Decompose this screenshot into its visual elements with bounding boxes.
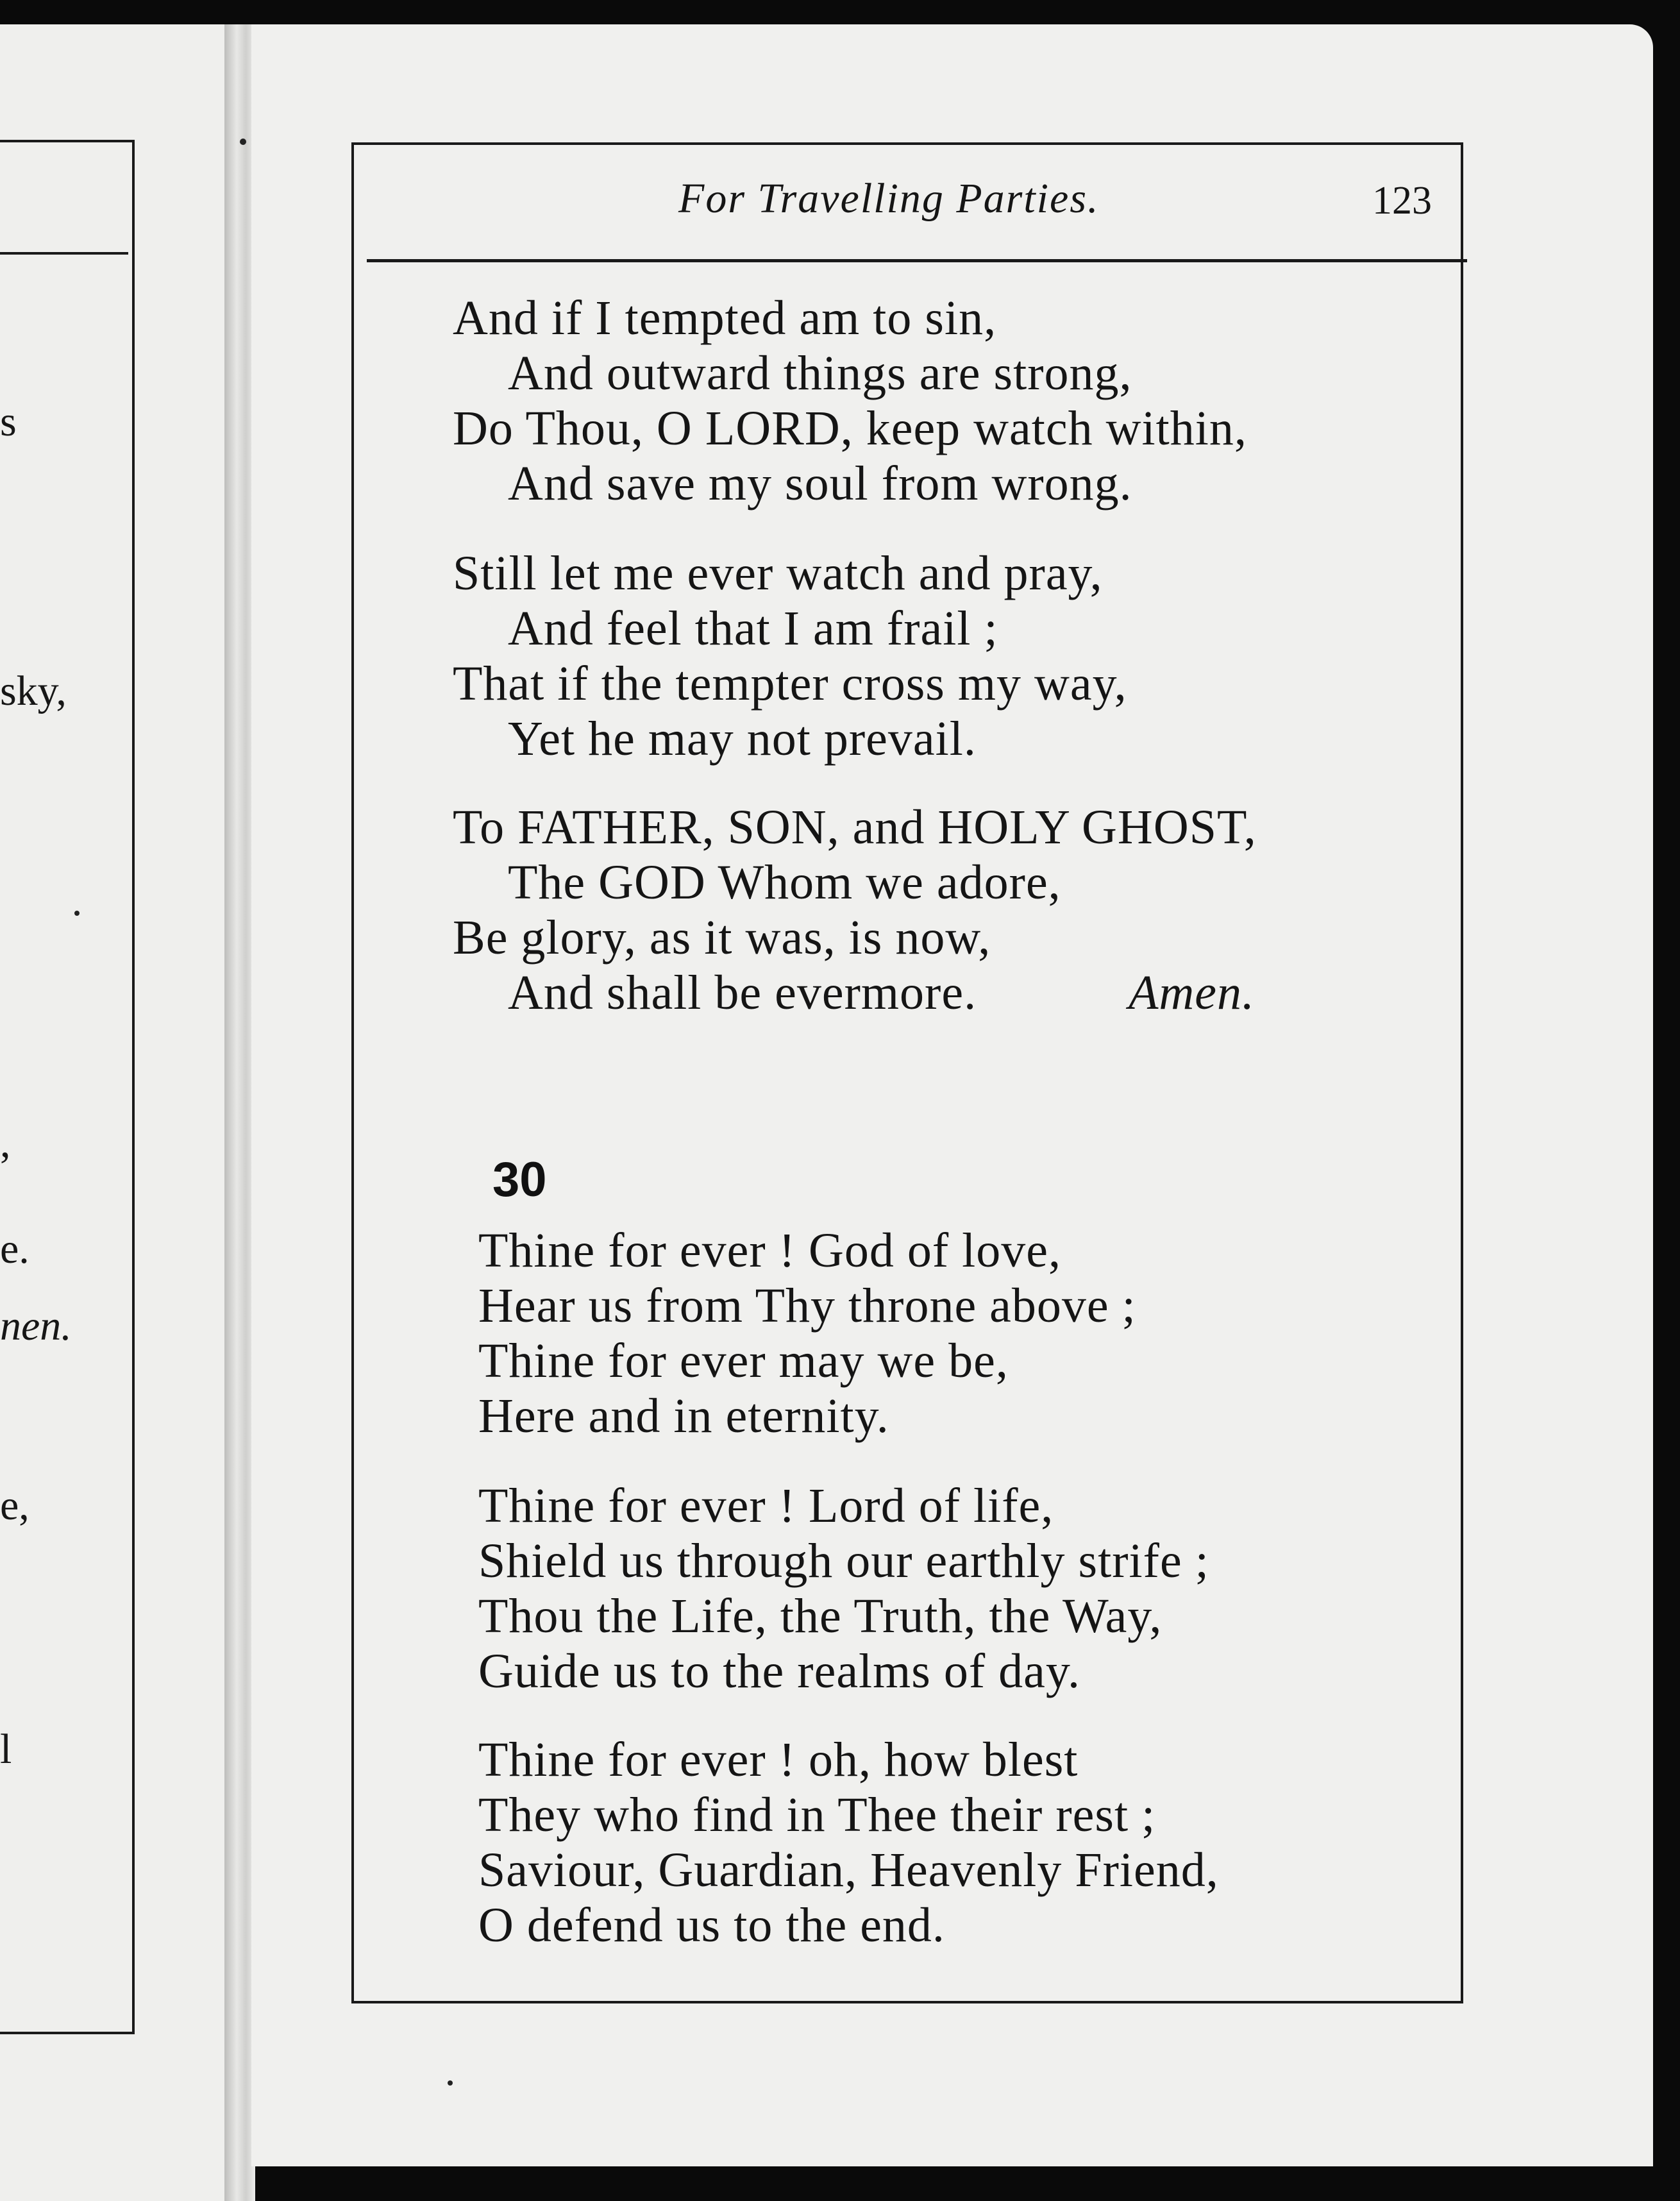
left-page-fragment: s bbox=[0, 398, 17, 445]
left-page-fragment: sky, bbox=[0, 668, 67, 714]
speck bbox=[74, 911, 80, 916]
verse-line: Be glory, as it was, is now, bbox=[453, 911, 991, 965]
verse-line: And shall be evermore. bbox=[508, 966, 977, 1020]
verse-line: To FATHER, SON, and HOLY GHOST, bbox=[453, 800, 1257, 854]
left-page-fragment: l bbox=[0, 1726, 12, 1773]
verse-line: And feel that I am frail ; bbox=[508, 602, 998, 655]
left-page-fragment: e. bbox=[0, 1226, 29, 1272]
verse-line: Yet he may not prevail. bbox=[508, 712, 977, 766]
speck bbox=[448, 2080, 453, 2086]
verse-line: That if the tempter cross my way, bbox=[453, 657, 1127, 711]
speck bbox=[240, 139, 246, 145]
verse-line: Hear us from Thy throne above ; bbox=[478, 1279, 1136, 1333]
left-page-fragment: , bbox=[0, 1120, 11, 1167]
verse-line: The GOD Whom we adore, bbox=[508, 856, 1061, 909]
verse-line: Guide us to the realms of day. bbox=[478, 1644, 1080, 1698]
verse-line: Shield us through our earthly strife ; bbox=[478, 1534, 1209, 1588]
left-page-frame bbox=[0, 140, 135, 2034]
verse-line: Thou the Life, the Truth, the Way, bbox=[478, 1589, 1163, 1643]
book-gutter bbox=[224, 24, 255, 2201]
page-number: 123 bbox=[1372, 179, 1432, 223]
verse-line: And if I tempted am to sin, bbox=[453, 291, 997, 345]
verse-line: O defend us to the end. bbox=[478, 1898, 945, 1952]
verse-line: And save my soul from wrong. bbox=[508, 457, 1132, 510]
verse-line: Saviour, Guardian, Heavenly Friend, bbox=[478, 1843, 1219, 1897]
verse-line: They who find in Thee their rest ; bbox=[478, 1788, 1156, 1842]
verse-line: Still let me ever watch and pray, bbox=[453, 546, 1103, 600]
verse-line: Thine for ever ! God of love, bbox=[478, 1224, 1062, 1278]
verse-line: Thine for ever may we be, bbox=[478, 1334, 1009, 1388]
left-page-header-rule bbox=[0, 252, 128, 255]
running-head: For Travelling Parties. bbox=[678, 175, 1100, 222]
verse-line: Do Thou, O LORD, keep watch within, bbox=[453, 401, 1247, 455]
verse-line: And outward things are strong, bbox=[508, 346, 1132, 400]
amen-text: Amen. bbox=[1129, 966, 1256, 1020]
left-page-fragment: nen. bbox=[0, 1303, 72, 1349]
verse-line: Thine for ever ! oh, how blest bbox=[478, 1733, 1079, 1787]
header-rule bbox=[367, 259, 1467, 262]
verse-line: Here and in eternity. bbox=[478, 1389, 889, 1443]
hymn-number: 30 bbox=[492, 1152, 547, 1207]
left-page-fragment: e, bbox=[0, 1482, 29, 1529]
verse-line: Thine for ever ! Lord of life, bbox=[478, 1479, 1054, 1533]
left-facing-page bbox=[0, 24, 239, 2201]
page-edge-shadow bbox=[1653, 26, 1680, 2201]
